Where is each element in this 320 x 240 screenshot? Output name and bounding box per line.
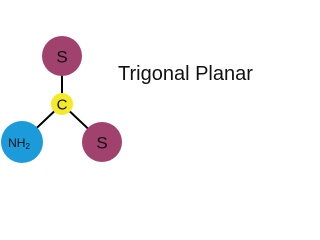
sulfur-atom-right xyxy=(82,122,122,162)
carbon-atom-label: C xyxy=(56,96,68,114)
carbon-atom-central xyxy=(51,93,73,115)
sulfur-atom-top xyxy=(42,36,82,76)
amine-group-label: $NH_2$ xyxy=(8,136,30,151)
sulfur-atom-right-label: S xyxy=(96,133,108,153)
amine-group-atom xyxy=(1,121,43,163)
geometry-label: Trigonal Planar xyxy=(118,63,253,85)
sulfur-atom-top-label: S xyxy=(56,47,68,67)
